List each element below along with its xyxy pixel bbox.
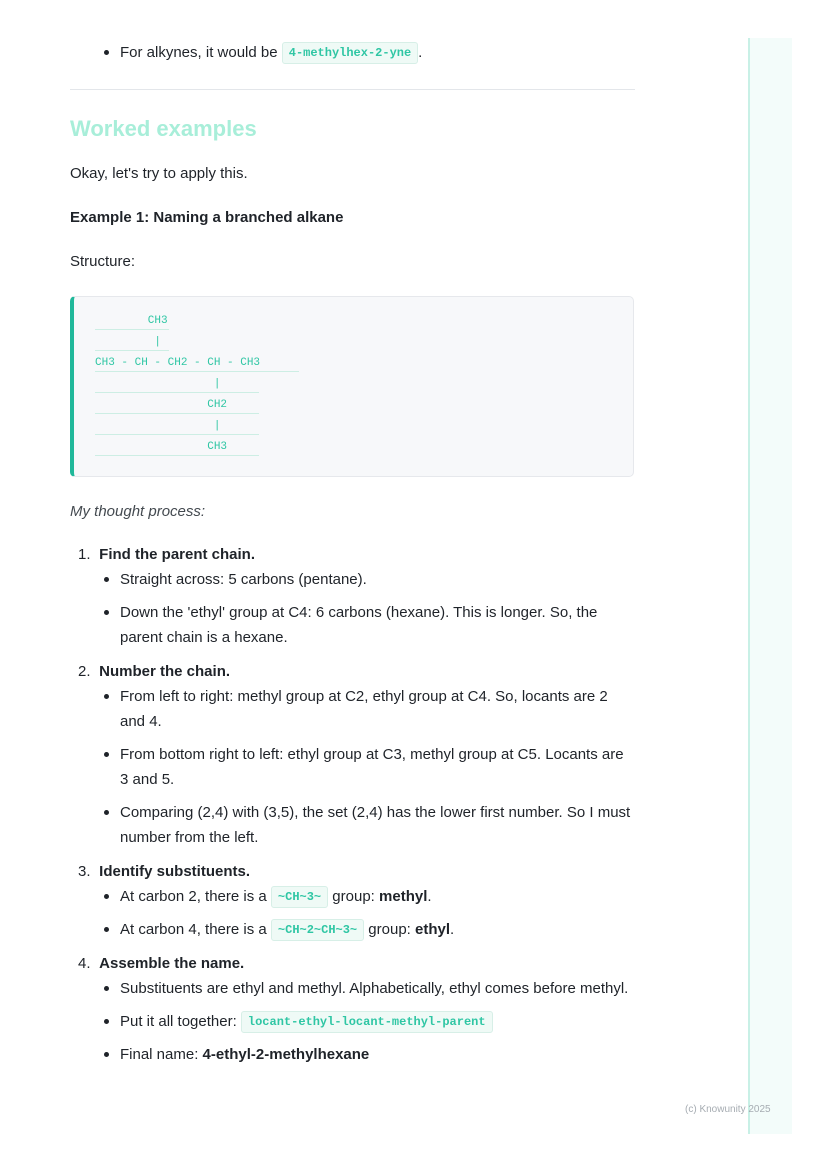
item-bold: 4-ethyl-2-methylhexane (202, 1046, 370, 1063)
step-number: 3. (78, 863, 91, 880)
structure-line: CH3 - CH - CH2 - CH - CH3 (95, 354, 299, 372)
intro-bullet-end: . (418, 44, 423, 61)
item-text: At carbon 4, there is a (120, 921, 271, 938)
item-bold: methyl (379, 888, 428, 905)
divider (70, 89, 635, 90)
section-title: Worked examples (70, 116, 257, 141)
intro-code: 4-methylhex-2-yne (282, 42, 418, 64)
inline-code: ~CH~3~ (271, 886, 328, 908)
item-text: group: (328, 888, 380, 905)
intro-bullet-text: For alkynes, it would be (120, 44, 282, 61)
item-bold: ethyl (415, 921, 451, 938)
step-heading: Number the chain. (99, 663, 231, 680)
step-heading: Identify substituents. (99, 863, 251, 880)
step (70, 859, 640, 942)
list-item: From bottom right to left: ethyl group at C3, methyl group at C5. Locants are 3 and 5. (70, 742, 635, 792)
list-item (70, 917, 635, 942)
list-item (70, 1009, 635, 1034)
step-title (70, 542, 640, 567)
step-title (70, 659, 640, 684)
steps-list (70, 542, 640, 1076)
step (70, 542, 640, 650)
inline-code: locant-ethyl-locant-methyl-parent (241, 1011, 493, 1033)
step-title (70, 859, 640, 884)
structure-line: CH3 (95, 438, 259, 456)
inline-code: ~CH~2~CH~3~ (271, 919, 364, 941)
list-item: Substituents are ethyl and methyl. Alphabetically, ethyl comes before methyl. (70, 976, 635, 1001)
structure-line: CH2 (95, 396, 259, 414)
intro-bullet (70, 40, 635, 65)
step-number: 2. (78, 663, 91, 680)
structure-line: | (95, 417, 259, 435)
structure-line: | (95, 333, 169, 351)
list-item: Down the 'ethyl' group at C4: 6 carbons (hexane). This is longer. So, the parent chain is a hexane. (70, 600, 635, 650)
step-number: 1. (78, 546, 91, 563)
side-panel (748, 38, 792, 1134)
list-item: Straight across: 5 carbons (pentane). (70, 567, 635, 592)
intro-paragraph: Okay, let's try to apply this. (70, 165, 248, 182)
item-text: At carbon 2, there is a (120, 888, 271, 905)
step (70, 951, 640, 1067)
item-text: Final name: (120, 1046, 203, 1063)
item-text: Put it all together: (120, 1013, 241, 1030)
example-title: Example 1: Naming a branched alkane (70, 209, 344, 226)
list-item (70, 884, 635, 909)
item-text: . (427, 888, 432, 905)
copyright-footer: (c) Knowunity 2025 (685, 1104, 771, 1115)
structure-label: Structure: (70, 253, 136, 270)
item-text: . (450, 921, 455, 938)
step-number: 4. (78, 955, 91, 972)
step (70, 659, 640, 850)
step-title (70, 951, 640, 976)
item-text: group: (364, 921, 416, 938)
thought-label: My thought process: (70, 503, 206, 520)
structure-line: CH3 (95, 312, 169, 330)
list-item: From left to right: methyl group at C2, ethyl group at C4. So, locants are 2 and 4. (70, 684, 635, 734)
step-heading: Assemble the name. (99, 955, 245, 972)
structure-code-block (70, 296, 634, 477)
list-item (70, 1042, 635, 1067)
structure-line: | (95, 375, 259, 393)
step-heading: Find the parent chain. (99, 546, 256, 563)
list-item: Comparing (2,4) with (3,5), the set (2,4) has the lower first number. So I must number from the left. (70, 800, 635, 850)
